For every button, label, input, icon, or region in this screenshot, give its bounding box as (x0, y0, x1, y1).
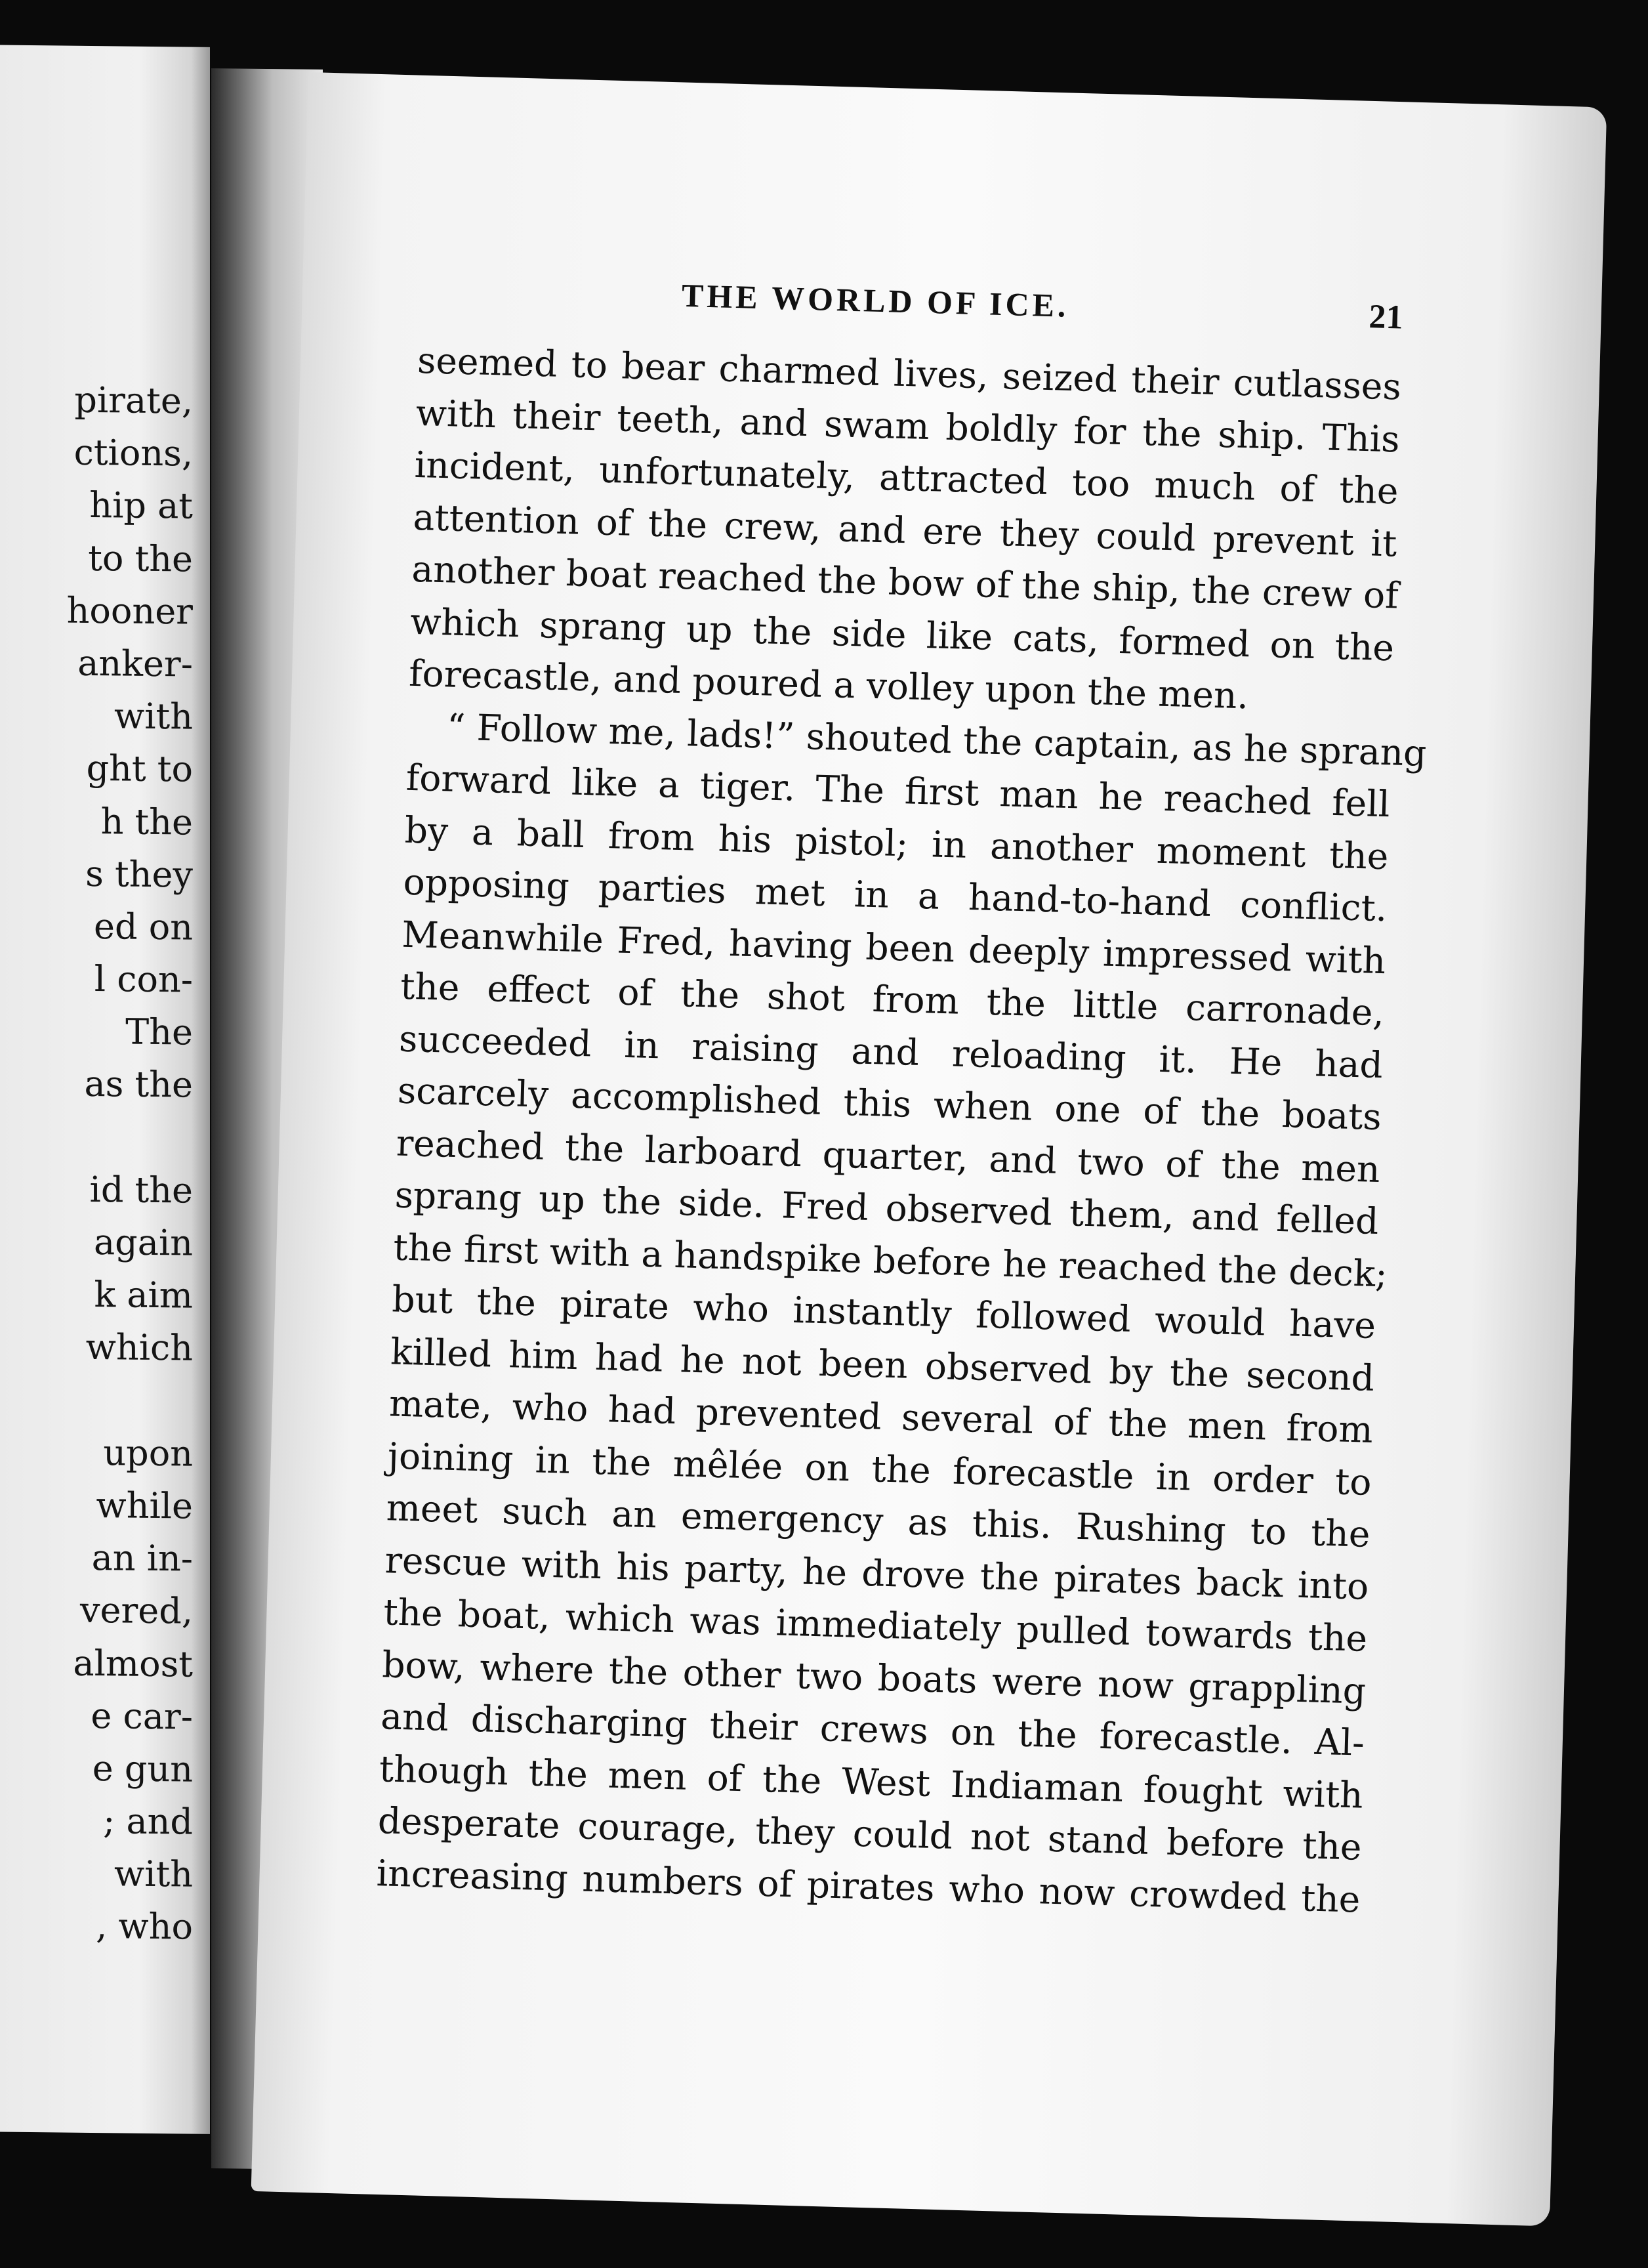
left-page-line: upon (103, 1431, 193, 1475)
text-line: the effect of the shot from the little carronade, (400, 965, 1385, 1034)
left-page-line: e car- (91, 1694, 193, 1738)
text-line: the boat, which was immediately pulled towards the (382, 1591, 1368, 1660)
left-page-line: k aim (94, 1274, 193, 1316)
left-page-line: ght to (86, 747, 193, 790)
text-line: meet such an emergency as this. Rushing to the (386, 1486, 1371, 1555)
text-line: though the men of the West Indiaman fought with (379, 1747, 1364, 1816)
left-page-line: hooner (66, 589, 193, 633)
left-page-line: again (93, 1221, 193, 1264)
left-page-line: ed on (94, 905, 193, 948)
left-page-line: anker- (77, 642, 193, 685)
left-page (0, 45, 210, 2134)
left-page-line (0, 1373, 193, 1427)
text-line: succeeded in raising and reloading it. He had (398, 1017, 1384, 1086)
left-page-line: h the (100, 800, 193, 843)
page-number: 21 (1368, 298, 1404, 337)
text-line: sprang up the side. Fred observed them, and felled (394, 1173, 1380, 1243)
left-page-line: l con- (94, 958, 193, 1001)
left-page-line: e gun (92, 1747, 193, 1790)
text-line: “ Follow me, lads!” shouted the captain, as he sprang (446, 705, 1428, 774)
left-page-line: hip at (89, 484, 193, 527)
text-line: bow, where the other two boats were now grappling (381, 1643, 1367, 1712)
text-line: by a ball from his pistol; in another moment the (404, 808, 1390, 877)
left-page-line: , who (96, 1905, 193, 1948)
text-line: increasing numbers of pirates who now crowded the (376, 1851, 1361, 1921)
left-page-line: while (96, 1484, 193, 1527)
text-line: mate, who had prevented several of the men from (388, 1382, 1374, 1451)
text-line: joining in the mêlée on the forecastle in order to (387, 1434, 1372, 1503)
text-line: rescue with his party, he drove the pirates back into (384, 1538, 1370, 1608)
text-line: which sprang up the side like cats, formed on the (409, 600, 1395, 669)
text-line: killed him had he not been observed by the second (390, 1330, 1375, 1399)
text-line: another boat reached the bow of the ship, the crew of (411, 547, 1399, 617)
left-page-line: pirate, (74, 379, 193, 422)
text-line: the first with a handspike before he reached the deck; (392, 1225, 1388, 1295)
left-page-line: as the (84, 1063, 193, 1106)
text-line: with their teeth, and swam boldly for the ship. This (415, 391, 1401, 460)
text-line: opposing parties met in a hand-to-hand conflict. (402, 860, 1388, 930)
text-line: but the pirate who instantly followed would have (391, 1278, 1376, 1347)
left-page-line: which (85, 1326, 193, 1369)
text-line: scarcely accomplished this when one of the boats (397, 1069, 1382, 1139)
text-line: desperate courage, they could not stand before the (377, 1799, 1363, 1868)
page-content (373, 269, 1428, 2034)
left-page-line: ; and (103, 1800, 193, 1843)
text-line: and discharging their crews on the forecastle. Al- (380, 1695, 1365, 1764)
paragraph-1 (408, 335, 1402, 726)
text-line: forward like a tiger. The first man he reached fell (405, 756, 1391, 826)
left-page-line: with (114, 695, 193, 738)
text-line: Meanwhile Fred, having been deeply impressed with (401, 913, 1386, 982)
body-text (376, 335, 1428, 1926)
left-page-line: an in- (91, 1537, 193, 1580)
text-line: attention of the crew, and ere they could prevent it (412, 495, 1398, 564)
text-line: incident, unfortunately, attracted too much of the (414, 443, 1399, 513)
left-page-line: ctions, (73, 431, 193, 474)
running-title: THE WORLD OF ICE. (681, 276, 1070, 324)
left-page-line: almost (73, 1642, 193, 1685)
left-page-line: vered, (80, 1589, 193, 1632)
left-page-line: s they (85, 852, 193, 896)
paragraph-2 (376, 700, 1428, 1925)
left-page-line (0, 1110, 193, 1164)
text-line: reached the larboard quarter, and two of the men (396, 1122, 1381, 1190)
left-page-line: id the (89, 1168, 193, 1211)
left-page-line: to the (88, 537, 193, 580)
text-line: forecastle, and poured a volley upon the men. (408, 652, 1249, 717)
left-page-line: The (125, 1011, 193, 1053)
left-page-text (0, 373, 193, 1954)
left-page-line: with (114, 1853, 193, 1895)
text-line: seemed to bear charmed lives, seized their cutlasses (417, 339, 1402, 408)
